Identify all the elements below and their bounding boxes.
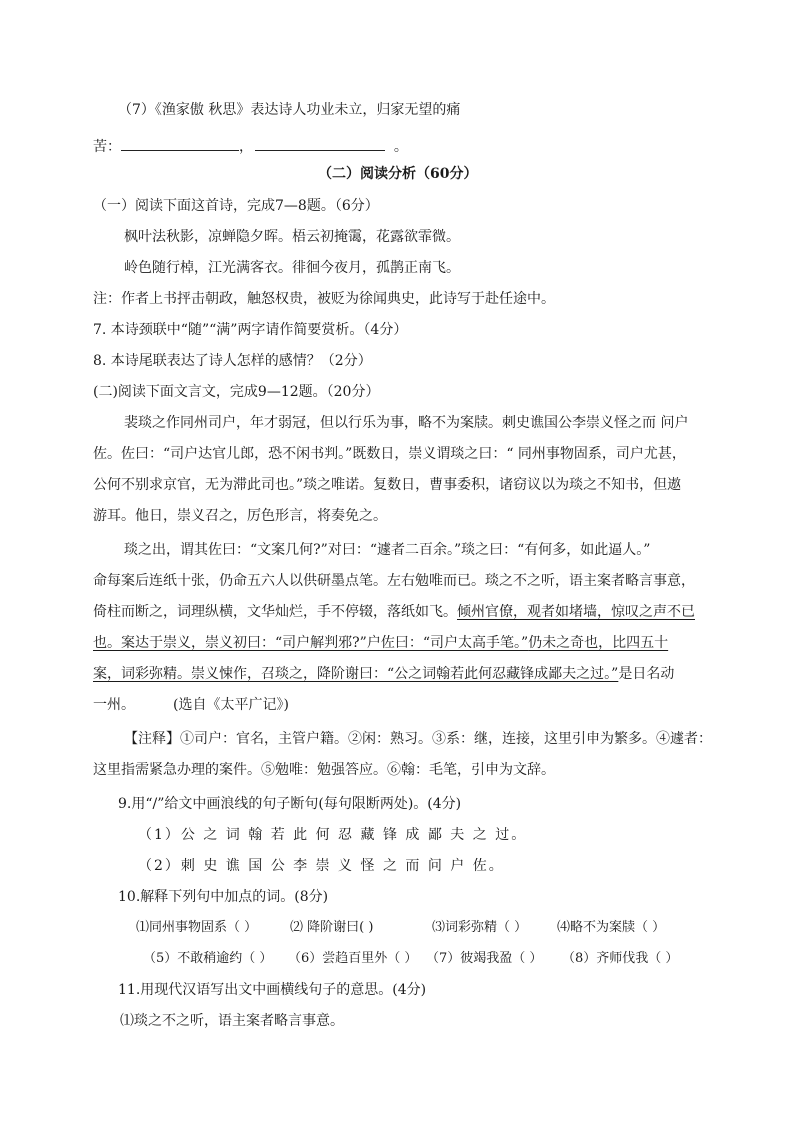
passage-p2-line2: 命每案后连纸十张，仍命五六人以供研墨点笔。左右勉唯而已。琰之不之听，语主案者略言事意，: [93, 573, 695, 589]
poem-note: 注：作者上书抨击朝政，触怒权贵，被贬为徐闻典史，此诗写于赴任途中。: [93, 291, 555, 307]
underlined-tail: 仍未之奇也，比四五十: [528, 635, 669, 651]
poem-question-7: 7. 本诗颈联中“随”“满”两字请作简要赏析。（4分）: [93, 322, 408, 338]
question-10-item-7: （7）彼竭我盈（ ）: [426, 951, 543, 966]
question-10-item-1: ⑴同州事物固系（ ）: [136, 920, 258, 935]
passage-p2-line5-rest: 是日名动: [618, 666, 675, 682]
blank-separator: ，: [239, 139, 253, 155]
question-7-prefix: 苦：: [93, 139, 121, 155]
poem-intro: （一）阅读下面这首诗，完成7—8题。（6分）: [93, 198, 379, 214]
underlined-sentence-2: 案，词彩弥精。崇义悚作，召琰之，降阶谢曰：: [93, 666, 387, 682]
passage-p1-line1: 裴琰之作同州司户，年才弱冠，但以行乐为事，略不为案牍。刺史谯国公李崇义怪之而 问户: [124, 415, 689, 431]
section-title: （二）阅读分析（60分）: [318, 166, 478, 182]
answer-blank-2[interactable]: [255, 136, 385, 151]
underlined-sentence-1: 倾州官僚，观者如堵墙，惊叹之声不已: [457, 604, 695, 620]
passage-p2-line3-plain: 倚柱而断之，词理纵横，文华灿烂，手不停辍，落纸如飞。: [93, 604, 457, 620]
passage-end: 一州。: [93, 697, 135, 713]
prose-intro: (二)阅读下面文言文，完成9—12题。（20分）: [93, 384, 380, 400]
question-9-sentence-1: （1）公 之 词 翰 若 此 何 忍 藏 锋 成 鄙 夫 之 过。: [138, 827, 528, 843]
passage-p1-line2: 佐。佐曰：“司户达官儿郎，恐不闲书判。”既数日，崇义谓琰之曰：“ 同州事物固系，司户尤甚，: [93, 446, 686, 462]
passage-p2-line6: [93, 696, 289, 714]
question-10-item-3: ⑶词彩弥精（ ）: [432, 920, 528, 935]
poem-line-2: 岭色随行棹，江光满客衣。徘徊今夜月，孤鹊正南飞。: [124, 260, 460, 276]
poem-question-8: 8. 本诗尾联表达了诗人怎样的感情？（2分）: [93, 353, 372, 369]
question-10-item-8: （8）齐师伐我（ ）: [562, 951, 679, 966]
question-10-item-2: ⑵ 降阶谢曰( ): [290, 920, 374, 935]
poem-line-1: 枫叶法秋影，凉蝉隐夕晖。梧云初掩霭，花露欲霏微。: [124, 229, 460, 245]
question-10-item-6: （6）尝趋百里外（ ）: [288, 951, 418, 966]
question-10-title: 10.解释下列句中加点的词。(8分): [118, 889, 329, 905]
question-9-sentence-2: （2）刺 史 谯 国 公 李 崇 义 怪 之 而 问 户 佐。: [138, 858, 505, 874]
notes-line2: 这里指需紧急办理的案件。⑤勉唯：勉强答应。⑥翰：毛笔，引申为文辞。: [93, 762, 555, 778]
blank-end-mark: 。: [393, 139, 408, 155]
passage-p2-line4: [93, 634, 668, 652]
passage-p2-line3: [93, 603, 695, 621]
answer-blank-1[interactable]: [121, 136, 239, 151]
notes-line1: 【注释】①司户：官名，主管户籍。②闲：熟习。③系：继，连接，这里引申为繁多。④遽者：: [124, 731, 712, 747]
question-10-item-4: ⑷略不为案牍（ ）: [557, 920, 666, 935]
question-7-line2: [93, 136, 408, 156]
question-11-title: 11.用现代汉语写出文中画横线句子的意思。(4分): [118, 982, 427, 998]
passage-source: (选自《太平广记》): [173, 697, 289, 713]
passage-p1-line4: 游耳。他日，崇义召之，厉色形言，将奏免之。: [93, 508, 387, 524]
wavy-sentence: “公之词翰若此何忍藏锋成鄙夫之过。”: [387, 666, 619, 682]
question-10-item-5: （5）不敢稍逾约（ ）: [143, 951, 273, 966]
question-7-line1: （7）《渔家傲 秋思》表达诗人功业未立，归家无望的痛: [118, 102, 461, 118]
question-11-sentence-1: ⑴琰之不之听，语主案者略言事意。: [120, 1013, 344, 1029]
underlined-sentence-1-cont: 也。案达于崇义，崇义初曰：“司户解判邪?”户佐曰：“司户太高手笔。”: [93, 635, 529, 651]
question-9-title: 9.用“/”给文中画浪线的句子断句(每句限断两处)。(4分): [118, 796, 462, 812]
passage-p2-line5: [93, 665, 674, 683]
passage-p1-line3: 公何不别求京官，无为滞此司也。”琰之唯诺。复数日，曹事委积，诸窃议以为琰之不知书，但遨: [93, 477, 682, 493]
passage-p2-line1: 琰之出，谓其佐曰：“文案几何?”对曰：“遽者二百余。”琰之曰：“有何多，如此逼人。”: [124, 542, 651, 558]
